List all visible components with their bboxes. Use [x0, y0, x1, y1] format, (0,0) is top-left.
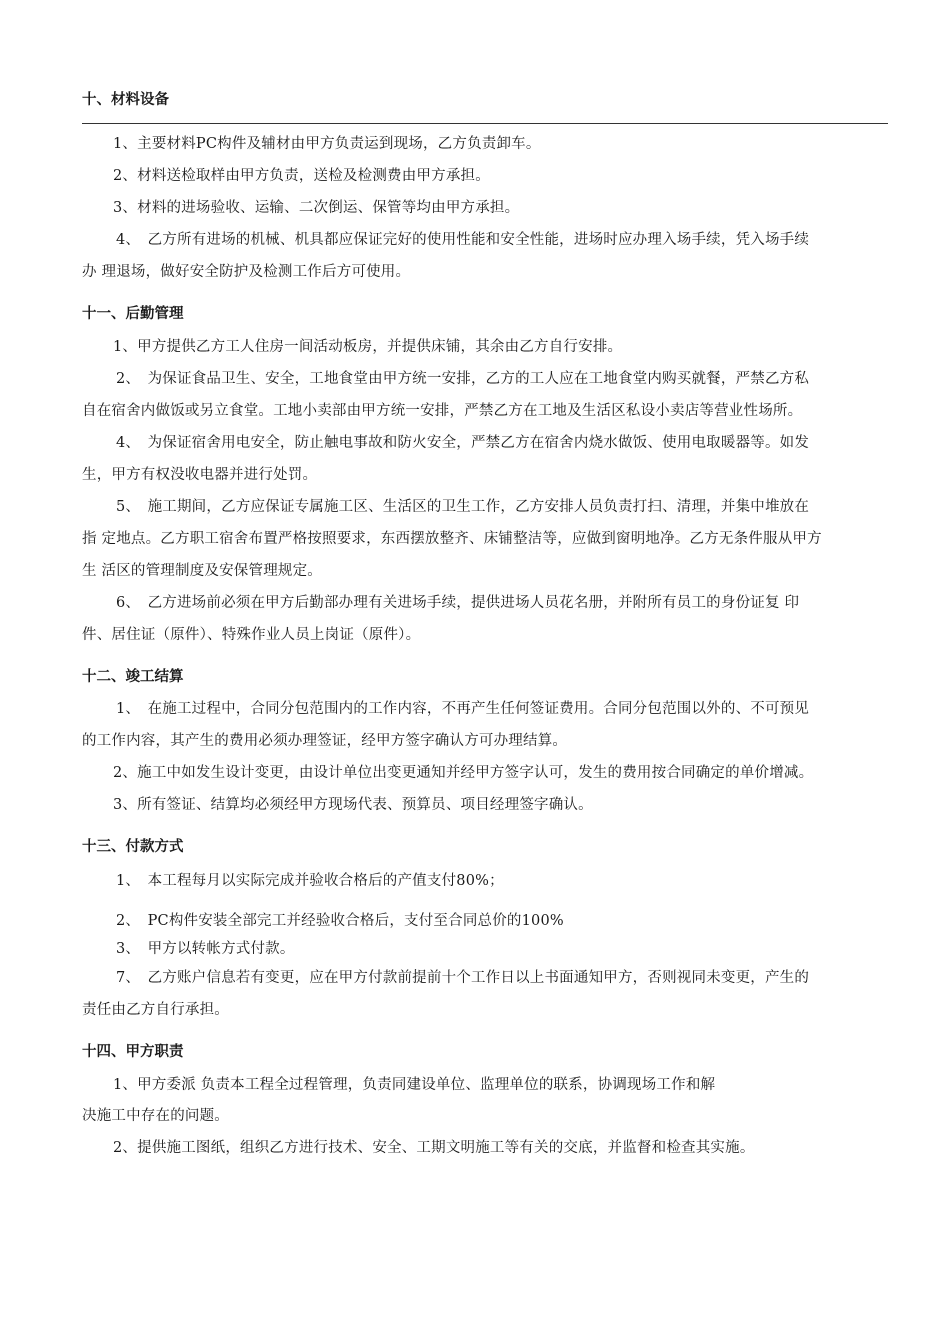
- paragraph-line: 7、 乙方账户信息若有变更，应在甲方付款前提前十个工作日以上书面通知甲方，否则视同未变更，产生的: [116, 970, 810, 986]
- paragraph-line: 3、材料的进场验收、运输、二次倒运、保管等均由甲方承担。: [113, 200, 520, 216]
- paragraph-line: 3、 甲方以转帐方式付款。: [116, 941, 295, 957]
- section-heading-12: 十二、竣工结算: [82, 669, 184, 685]
- section-heading-10: 十、材料设备: [82, 92, 169, 108]
- section-heading-14: 十四、甲方职责: [82, 1044, 184, 1060]
- paragraph-line: 指 定地点。乙方职工宿舍布置严格按照要求，东西摆放整齐、床铺整洁等，应做到窗明地净。乙方无条件服从甲方: [82, 531, 822, 547]
- paragraph-line: 2、提供施工图纸，组织乙方进行技术、安全、工期文明施工等有关的交底，并监督和检查其实施。: [113, 1140, 755, 1156]
- paragraph-line: 4、 乙方所有进场的机械、机具都应保证完好的使用性能和安全性能，进场时应办理入场手续，凭入场手续: [116, 232, 810, 248]
- paragraph-line: 件、居住证（原件）、特殊作业人员上岗证（原件）。: [82, 627, 421, 643]
- paragraph-line: 2、 为保证食品卫生、安全，工地食堂由甲方统一安排，乙方的工人应在工地食堂内购买就餐，严禁乙方私: [116, 371, 810, 387]
- paragraph-line: 1、 在施工过程中，合同分包范围内的工作内容，不再产生任何签证费用。合同分包范围以外的、不可预见: [116, 701, 810, 717]
- paragraph-line: 1、 本工程每月以实际完成并验收合格后的产值支付80%；: [116, 873, 504, 889]
- section-heading-13: 十三、付款方式: [82, 839, 184, 855]
- paragraph-line: 生 活区的管理制度及安保管理规定。: [82, 563, 323, 579]
- section-heading-11: 十一、后勤管理: [82, 306, 184, 322]
- paragraph-line: 责任由乙方自行承担。: [82, 1002, 229, 1018]
- paragraph-line: 2、材料送检取样由甲方负责，送检及检测费由甲方承担。: [113, 168, 490, 184]
- paragraph-line: 生，甲方有权没收电器并进行处罚。: [82, 467, 318, 483]
- paragraph-line: 2、 PC构件安装全部完工并经验收合格后，支付至合同总价的100%: [116, 913, 564, 929]
- paragraph-line: 3、所有签证、结算均必须经甲方现场代表、预算员、项目经理签字确认。: [113, 797, 593, 813]
- paragraph-line: 1、甲方委派 负责本工程全过程管理，负责同建设单位、监理单位的联系，协调现场工作和解: [113, 1077, 716, 1093]
- paragraph-line: 4、 为保证宿舍用电安全，防止触电事故和防火安全，严禁乙方在宿舍内烧水做饭、使用电取暖器等。如发: [116, 435, 810, 451]
- paragraph-line: 自在宿舍内做饭或另立食堂。工地小卖部由甲方统一安排，严禁乙方在工地及生活区私设小卖店等营业性场所。: [82, 403, 803, 419]
- paragraph-line: 1、主要材料PC构件及辅材由甲方负责运到现场，乙方负责卸车。: [113, 136, 541, 152]
- paragraph-line: 办 理退场，做好安全防护及检测工作后方可使用。: [82, 264, 411, 280]
- heading-divider: [82, 123, 888, 124]
- paragraph-line: 5、 施工期间，乙方应保证专属施工区、生活区的卫生工作，乙方安排人员负责打扫、清理，并集中堆放在: [116, 499, 810, 515]
- paragraph-line: 2、施工中如发生设计变更，由设计单位出变更通知并经甲方签字认可，发生的费用按合同确定的单价增减。: [113, 765, 814, 781]
- paragraph-line: 1、甲方提供乙方工人住房一间活动板房，并提供床铺，其余由乙方自行安排。: [113, 339, 623, 355]
- paragraph-line: 6、 乙方进场前必须在甲方后勤部办理有关进场手续，提供进场人员花名册，并附所有员工的身份证复 印: [116, 595, 800, 611]
- paragraph-line: 决施工中存在的问题。: [82, 1108, 229, 1124]
- paragraph-line: 的工作内容，其产生的费用必须办理签证，经甲方签字确认方可办理结算。: [82, 733, 568, 749]
